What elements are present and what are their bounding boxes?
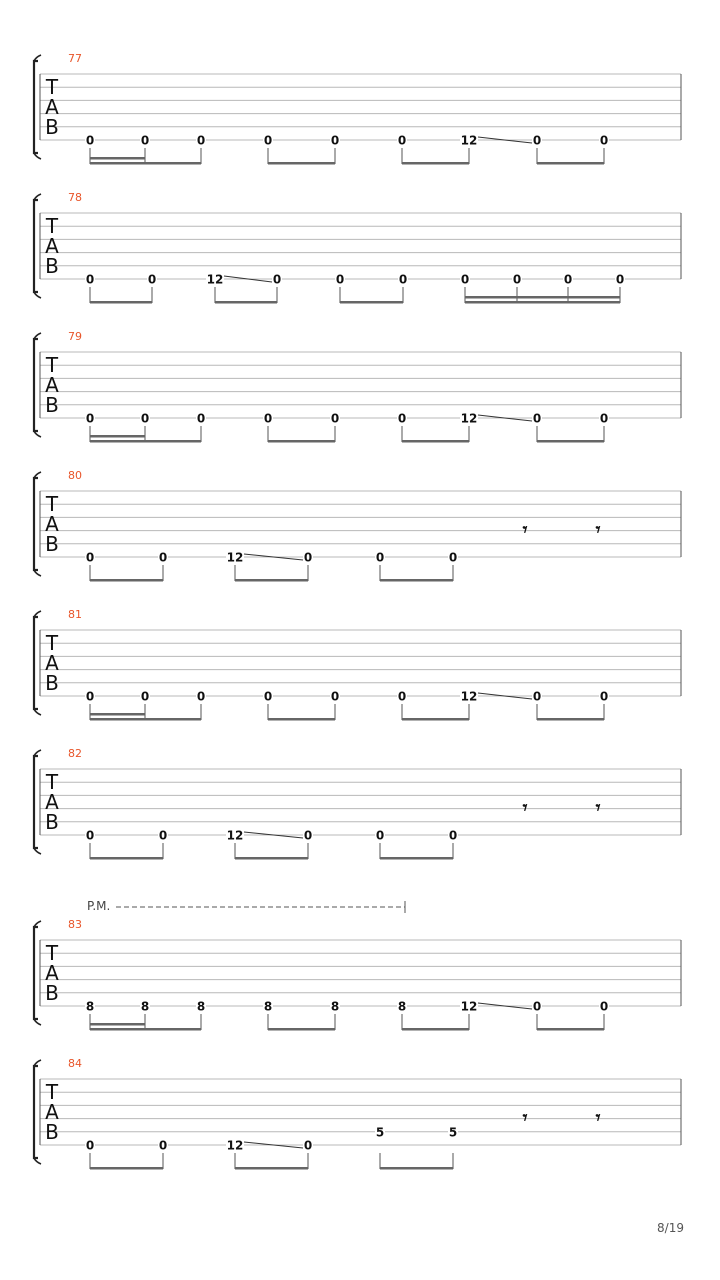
tab-clef-letter: B (45, 393, 59, 417)
fret-number: 12 (460, 133, 478, 148)
beam (235, 857, 308, 860)
fret-number: 8 (140, 999, 150, 1014)
tab-clef-letter: B (45, 810, 59, 834)
measure-number: 79 (68, 330, 82, 343)
tab-clef-letter: T (45, 941, 59, 965)
measure-number: 84 (68, 1057, 82, 1070)
tab-clef-letter: B (45, 115, 59, 139)
beam (537, 440, 604, 443)
beam (90, 162, 201, 165)
beam (380, 579, 453, 582)
eighth-rest: 𝄾 (522, 1107, 528, 1129)
beam (537, 162, 604, 165)
fret-number: 0 (397, 689, 407, 704)
fret-number: 0 (140, 411, 150, 426)
beam (90, 718, 201, 721)
tab-clef-letter: A (45, 790, 59, 814)
fret-number: 8 (196, 999, 206, 1014)
beam (268, 1028, 335, 1031)
system-bracket (34, 339, 38, 431)
fret-number: 0 (140, 133, 150, 148)
fret-number: 0 (448, 828, 458, 843)
beam (380, 857, 453, 860)
tab-clef-letter: A (45, 651, 59, 675)
fret-number: 0 (85, 272, 95, 287)
fret-number: 8 (85, 999, 95, 1014)
beam (90, 579, 163, 582)
tab-clef-letter: T (45, 214, 59, 238)
beam (465, 301, 620, 304)
system-bracket (34, 927, 38, 1019)
fret-number: 0 (272, 272, 282, 287)
page-number: 8/19 (657, 1221, 684, 1235)
beam-secondary (90, 713, 145, 716)
tab-clef-letter: T (45, 492, 59, 516)
tab-clef-letter: B (45, 254, 59, 278)
fret-number: 0 (599, 411, 609, 426)
tab-clef-letter: A (45, 961, 59, 985)
fret-number: 0 (448, 550, 458, 565)
eighth-rest: 𝄾 (595, 519, 601, 541)
fret-number: 0 (85, 133, 95, 148)
palm-mute-label: P.M. (87, 899, 111, 913)
fret-number: 0 (375, 828, 385, 843)
beam-secondary (90, 1023, 145, 1026)
beam (90, 1028, 201, 1031)
fret-number: 0 (397, 133, 407, 148)
tab-clef-letter: T (45, 353, 59, 377)
beam (235, 579, 308, 582)
measure-number: 80 (68, 469, 82, 482)
fret-number: 0 (532, 411, 542, 426)
fret-number: 0 (512, 272, 522, 287)
fret-number: 0 (140, 689, 150, 704)
system-bracket (34, 200, 38, 292)
fret-number: 0 (563, 272, 573, 287)
system-bracket (34, 617, 38, 709)
fret-number: 0 (158, 828, 168, 843)
fret-number: 12 (460, 689, 478, 704)
fret-number: 12 (226, 828, 244, 843)
beam (90, 301, 152, 304)
fret-number: 0 (158, 1138, 168, 1153)
beam (90, 1167, 163, 1170)
measure-number: 78 (68, 191, 82, 204)
fret-number: 0 (303, 828, 313, 843)
fret-number: 0 (330, 133, 340, 148)
fret-number: 0 (85, 550, 95, 565)
fret-number: 0 (85, 828, 95, 843)
fret-number: 0 (263, 689, 273, 704)
tab-clef-letter: A (45, 234, 59, 258)
tab-clef-letter: B (45, 671, 59, 695)
fret-number: 0 (375, 550, 385, 565)
fret-number: 0 (85, 689, 95, 704)
fret-number: 0 (303, 550, 313, 565)
fret-number: 0 (196, 133, 206, 148)
fret-number: 0 (263, 411, 273, 426)
fret-number: 0 (532, 689, 542, 704)
beam (402, 1028, 469, 1031)
eighth-rest: 𝄾 (595, 797, 601, 819)
eighth-rest: 𝄾 (522, 519, 528, 541)
fret-number: 0 (532, 999, 542, 1014)
fret-number: 0 (196, 411, 206, 426)
fret-number: 12 (460, 411, 478, 426)
measure-number: 77 (68, 52, 82, 65)
beam (380, 1167, 453, 1170)
fret-number: 0 (599, 689, 609, 704)
beam (268, 440, 335, 443)
measure-number: 83 (68, 918, 82, 931)
beam (537, 718, 604, 721)
beam-secondary (465, 296, 620, 299)
beam (268, 718, 335, 721)
beam (402, 440, 469, 443)
system-bracket (34, 61, 38, 153)
beam (90, 440, 201, 443)
fret-number: 0 (85, 411, 95, 426)
system-bracket (34, 1066, 38, 1158)
system-bracket (34, 478, 38, 570)
system-bracket (34, 756, 38, 848)
fret-number: 0 (85, 1138, 95, 1153)
fret-number: 8 (330, 999, 340, 1014)
fret-number: 0 (398, 272, 408, 287)
fret-number: 0 (460, 272, 470, 287)
tab-clef-letter: T (45, 1080, 59, 1104)
fret-number: 8 (263, 999, 273, 1014)
beam-secondary (90, 157, 145, 160)
beam (402, 718, 469, 721)
fret-number: 12 (226, 550, 244, 565)
beam-secondary (90, 435, 145, 438)
fret-number: 0 (303, 1138, 313, 1153)
tab-clef-letter: B (45, 532, 59, 556)
fret-number: 5 (448, 1125, 458, 1140)
fret-number: 0 (158, 550, 168, 565)
beam (402, 162, 469, 165)
tab-clef-letter: A (45, 1100, 59, 1124)
beam (90, 857, 163, 860)
eighth-rest: 𝄾 (522, 797, 528, 819)
beam (235, 1167, 308, 1170)
fret-number: 0 (330, 411, 340, 426)
fret-number: 0 (335, 272, 345, 287)
fret-number: 12 (460, 999, 478, 1014)
fret-number: 0 (263, 133, 273, 148)
fret-number: 5 (375, 1125, 385, 1140)
tab-clef-letter: B (45, 981, 59, 1005)
beam (215, 301, 277, 304)
tab-clef-letter: T (45, 75, 59, 99)
fret-number: 0 (397, 411, 407, 426)
fret-number: 0 (147, 272, 157, 287)
beam (537, 1028, 604, 1031)
beam (340, 301, 403, 304)
tab-clef-letter: A (45, 373, 59, 397)
fret-number: 0 (599, 133, 609, 148)
tab-clef-letter: B (45, 1120, 59, 1144)
measure-number: 81 (68, 608, 82, 621)
measure-number: 82 (68, 747, 82, 760)
fret-number: 12 (206, 272, 224, 287)
beam (268, 162, 335, 165)
eighth-rest: 𝄾 (595, 1107, 601, 1129)
fret-number: 0 (330, 689, 340, 704)
fret-number: 0 (196, 689, 206, 704)
tab-clef-letter: T (45, 631, 59, 655)
fret-number: 8 (397, 999, 407, 1014)
tab-clef-letter: A (45, 95, 59, 119)
tab-clef-letter: A (45, 512, 59, 536)
fret-number: 0 (532, 133, 542, 148)
fret-number: 12 (226, 1138, 244, 1153)
fret-number: 0 (599, 999, 609, 1014)
fret-number: 0 (615, 272, 625, 287)
tab-clef-letter: T (45, 770, 59, 794)
